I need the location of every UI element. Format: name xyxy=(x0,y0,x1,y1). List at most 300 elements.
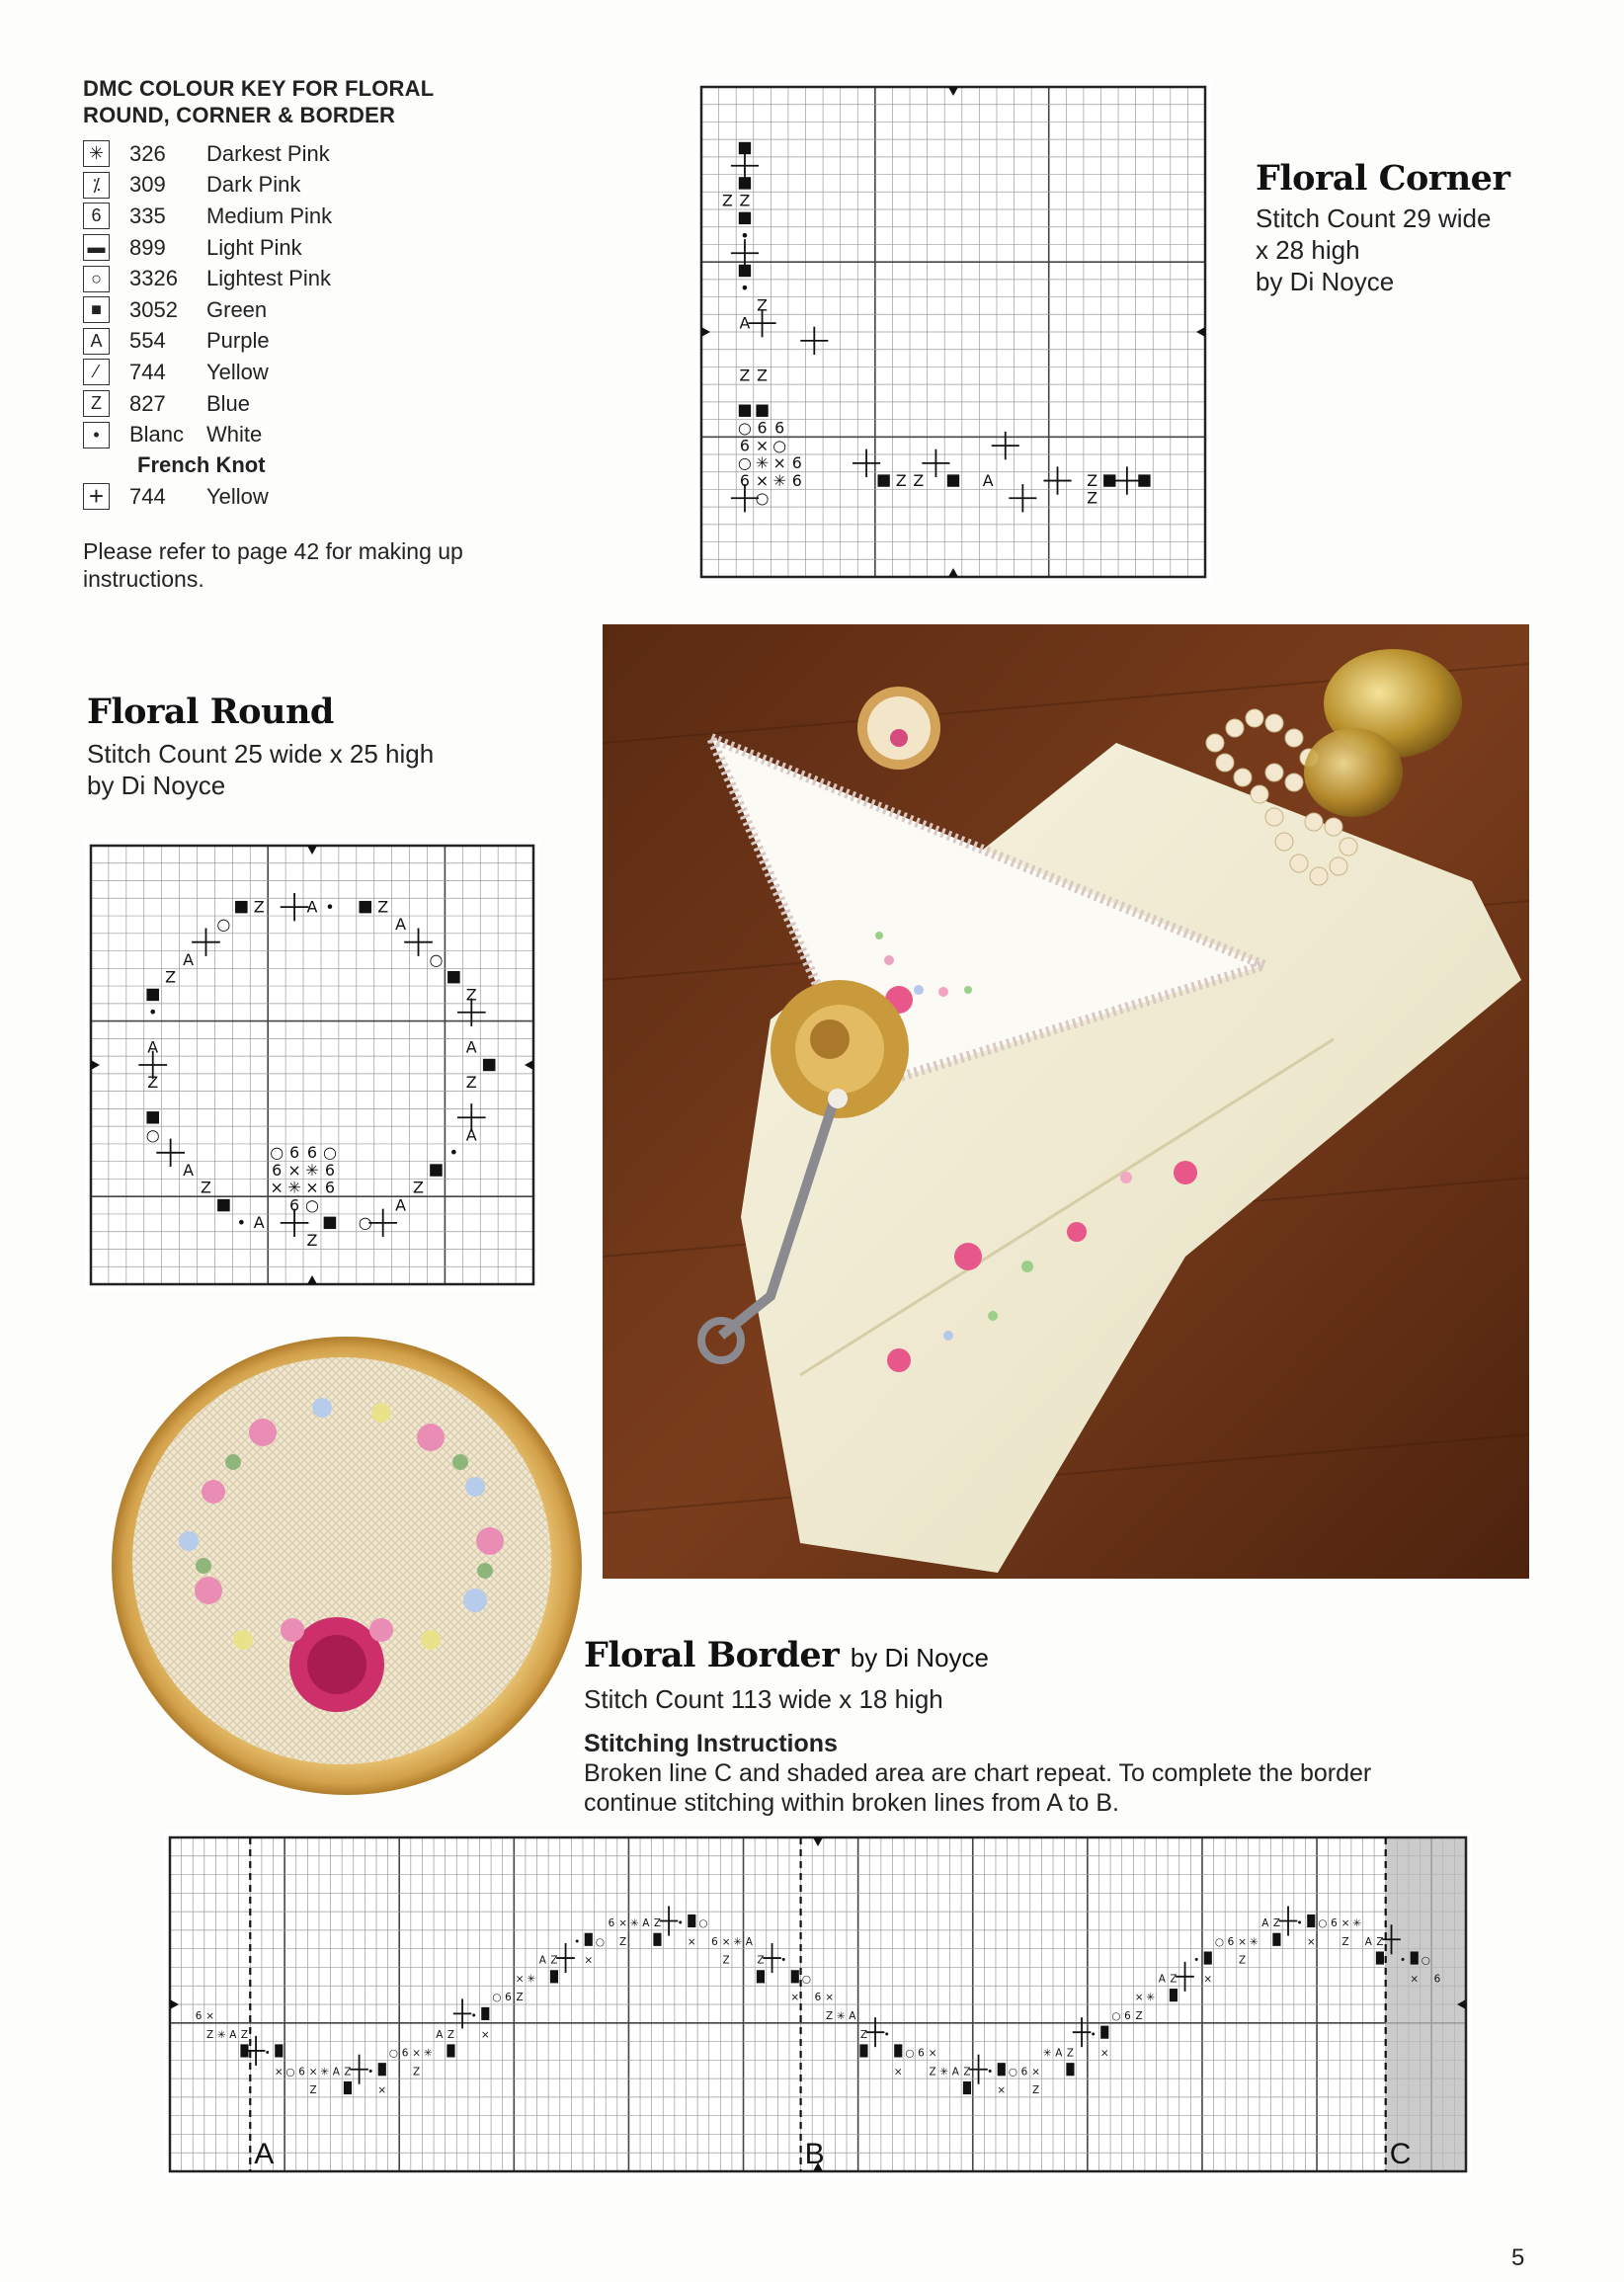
stitch-mark xyxy=(791,1970,799,1983)
key-number: 899 xyxy=(129,234,166,260)
stitch-mark: Z xyxy=(147,1073,159,1093)
key-colour-name: Light Pink xyxy=(206,234,302,260)
stitch-mark: Z xyxy=(929,2066,936,2078)
key-number: 326 xyxy=(129,140,166,166)
stitch-mark: 6 xyxy=(324,1178,336,1197)
broken-line-marker: B xyxy=(804,2138,825,2170)
stitch-mark: 6 xyxy=(401,2047,409,2060)
stitch-mark: 6 xyxy=(1020,2066,1028,2078)
stitch-mark: 6 xyxy=(1227,1935,1235,1948)
stitch-mark xyxy=(688,1915,695,1927)
key-symbol: ⁒ xyxy=(83,172,110,199)
stitch-mark: A xyxy=(253,1213,265,1233)
key-symbol: ✳ xyxy=(83,140,110,167)
key-colour-name: Darkest Pink xyxy=(206,140,330,166)
stitch-mark: × xyxy=(480,2028,490,2041)
stitch-mark: A xyxy=(183,949,195,969)
stitch-mark: Z xyxy=(465,1073,477,1093)
stitch-mark xyxy=(275,2044,283,2057)
floral-round-heading xyxy=(87,692,434,801)
stitch-mark: ○ xyxy=(285,2066,295,2078)
key-number: 827 xyxy=(129,390,166,416)
stitch-mark xyxy=(481,2007,489,2020)
stitch-mark: ○ xyxy=(492,1992,502,2004)
stitch-mark xyxy=(1113,466,1141,494)
stitch-mark xyxy=(453,1998,472,2028)
stitch-mark: • xyxy=(448,1143,459,1163)
stitch-mark: Z xyxy=(306,1230,318,1250)
stitch-mark xyxy=(359,901,371,913)
stitch-mark: ✳ xyxy=(836,2010,846,2023)
stitch-mark: Z xyxy=(201,1178,211,1197)
stitch-mark: × xyxy=(205,2010,215,2023)
stitch-mark: Z xyxy=(963,2066,971,2078)
stitch-mark xyxy=(1009,484,1036,512)
stitch-mark: ○ xyxy=(698,1917,708,1930)
chart-stitch-symbols xyxy=(196,1906,1441,2096)
stitch-mark: Z xyxy=(1066,2047,1075,2060)
stitch-mark xyxy=(156,1139,185,1167)
stitch-mark: ✳ xyxy=(320,2066,330,2078)
stitch-mark: ✳ xyxy=(1352,1917,1362,1930)
stitch-mark: ○ xyxy=(429,949,444,969)
key-number: 3326 xyxy=(129,266,178,291)
stitch-mark: 6 xyxy=(739,470,750,490)
key-row xyxy=(83,294,537,326)
stitch-mark: 6 xyxy=(739,436,750,455)
stitch-mark: • xyxy=(574,1935,581,1948)
key-row xyxy=(83,201,537,232)
stitch-mark: × xyxy=(1134,1992,1144,2004)
stitch-mark: × xyxy=(270,1178,284,1197)
stitch-mark: • xyxy=(1193,1954,1200,1967)
stitch-mark: A xyxy=(147,1037,159,1057)
floral-round-designer: by Di Noyce xyxy=(87,771,226,800)
stitch-mark: Z xyxy=(722,1954,730,1967)
stitch-mark: × xyxy=(274,2066,284,2078)
stitch-mark: 6 xyxy=(505,1992,512,2004)
stitch-mark xyxy=(800,327,828,355)
stitch-mark: Z xyxy=(1170,1973,1177,1986)
making-up-note: Please refer to page 42 for making up instructions. xyxy=(83,538,463,592)
stitch-mark: 6 xyxy=(1124,2010,1131,2023)
floral-corner-heading xyxy=(1256,158,1509,297)
stitch-mark: • xyxy=(987,2066,994,2078)
stitch-mark: ○ xyxy=(388,2047,398,2060)
page-number: 5 xyxy=(1511,2244,1525,2271)
stitch-mark: × xyxy=(1306,1935,1316,1948)
floral-border-designer: by Di Noyce xyxy=(850,1643,989,1672)
key-colour-name: Purple xyxy=(206,328,270,354)
stitch-mark: ✳ xyxy=(527,1973,536,1986)
stitch-mark: ○ xyxy=(738,453,752,473)
stitch-mark xyxy=(859,2044,867,2057)
key-number: Blanc xyxy=(129,422,185,448)
key-symbol: ▬ xyxy=(83,234,110,261)
floral-border-heading xyxy=(584,1635,989,1715)
stitch-mark: Z xyxy=(516,1992,524,2004)
stitch-mark: A xyxy=(739,313,751,333)
stitch-mark: 6 xyxy=(288,1195,300,1215)
key-table xyxy=(83,138,537,513)
stitch-mark xyxy=(894,2044,902,2057)
stitch-mark: Z xyxy=(757,295,768,315)
stitch-mark: × xyxy=(893,2066,903,2078)
stitch-mark: × xyxy=(308,2066,318,2078)
key-colour-name: Blue xyxy=(206,390,251,416)
stitch-mark: × xyxy=(1238,1935,1247,1948)
stitch-mark: × xyxy=(515,1973,525,1986)
stitch-mark xyxy=(756,405,768,417)
pin-photo-image xyxy=(95,1314,589,1808)
floral-corner-stitch-count-1: Stitch Count 29 wide xyxy=(1256,204,1492,233)
stitch-mark xyxy=(368,1209,397,1237)
broken-line-marker: C xyxy=(1389,2138,1412,2170)
stitch-mark xyxy=(1066,2063,1074,2076)
floral-round-pin-photo xyxy=(95,1314,589,1808)
stitch-mark: • xyxy=(148,1003,158,1022)
stitch-mark xyxy=(731,239,759,267)
stitch-mark xyxy=(324,1217,337,1229)
stitch-mark xyxy=(739,212,751,224)
stitch-mark: 6 xyxy=(324,1160,336,1180)
stitch-mark: A xyxy=(1055,2047,1063,2060)
stitch-mark: ✳ xyxy=(939,2066,949,2078)
stitch-mark: ○ xyxy=(358,1213,372,1233)
stitching-instructions-heading: Stitching Instructions xyxy=(584,1730,838,1757)
stitch-mark: 6 xyxy=(757,418,768,438)
stitch-mark xyxy=(1138,474,1150,486)
key-number: 3052 xyxy=(129,296,178,322)
stitch-mark: Z xyxy=(913,470,925,490)
floral-corner-chart xyxy=(695,81,1211,583)
stitch-mark: A xyxy=(465,1037,477,1057)
stitch-mark: Z xyxy=(721,191,733,210)
key-symbol: Z xyxy=(83,390,110,417)
key-number: 335 xyxy=(129,203,166,228)
stitching-instructions-line1: Broken line C and shaded area are chart repeat. To complete the border xyxy=(584,1759,1372,1787)
stitch-mark: ○ xyxy=(216,915,231,935)
product-photo xyxy=(603,624,1529,1579)
stitch-mark: A xyxy=(982,470,994,490)
stitch-mark: × xyxy=(1099,2047,1109,2060)
stitch-mark: 6 xyxy=(272,1160,283,1180)
stitch-mark: Z xyxy=(1087,488,1098,508)
key-row xyxy=(83,232,537,264)
stitch-mark: • xyxy=(325,897,335,917)
stitch-mark: × xyxy=(687,1935,696,1948)
stitch-mark: ○ xyxy=(305,1195,319,1215)
key-row-french-knot xyxy=(83,481,537,513)
key-row xyxy=(83,263,537,294)
stitching-instructions xyxy=(584,1729,1493,1818)
stitch-mark xyxy=(947,474,959,486)
stitch-mark xyxy=(344,2081,352,2094)
stitch-mark: × xyxy=(1203,1973,1213,1986)
floral-round-title: Floral Round xyxy=(87,692,334,732)
key-symbol: • xyxy=(83,422,110,448)
stitch-mark: × xyxy=(287,1160,301,1180)
stitch-mark: ✳ xyxy=(287,1178,301,1197)
stitch-mark: × xyxy=(825,1992,834,2004)
stitch-mark: ○ xyxy=(755,488,770,508)
stitch-mark: ✳ xyxy=(216,2028,226,2041)
stitch-mark: ○ xyxy=(145,1125,160,1145)
stitch-mark: Z xyxy=(1272,1917,1281,1930)
stitch-mark: • xyxy=(367,2066,374,2078)
stitch-mark xyxy=(447,2044,454,2057)
stitch-mark: × xyxy=(584,1954,594,1967)
stitch-mark xyxy=(963,2081,971,2094)
chart-grid-svg xyxy=(164,1832,1472,2177)
stitch-mark: A xyxy=(395,915,407,935)
chart-stitch-symbols xyxy=(722,142,1151,513)
stitch-mark xyxy=(739,405,751,417)
stitch-mark xyxy=(1376,1951,1384,1964)
stitch-mark: A xyxy=(849,2010,856,2023)
stitch-mark: A xyxy=(745,1935,753,1948)
stitch-mark xyxy=(550,1970,558,1983)
stitch-mark xyxy=(1100,2026,1108,2039)
key-row xyxy=(83,357,537,388)
french-knot-heading: French Knot xyxy=(137,452,266,478)
key-colour-name: White xyxy=(206,422,263,448)
chart-gridlines xyxy=(170,1837,1466,2171)
stitch-mark xyxy=(483,1059,496,1071)
stitch-mark: Z xyxy=(377,897,389,917)
stitch-mark: ○ xyxy=(801,1973,811,1986)
stitch-mark: × xyxy=(772,453,786,473)
key-number: 554 xyxy=(129,328,166,354)
key-row xyxy=(83,388,537,420)
key-title-line2: ROUND, CORNER & BORDER xyxy=(83,103,396,127)
key-symbol: ○ xyxy=(83,266,110,292)
stitch-mark: A xyxy=(642,1917,650,1930)
chart-grid-svg xyxy=(695,81,1211,583)
stitch-mark: 6 xyxy=(306,1143,318,1163)
stitch-mark: Z xyxy=(344,2066,352,2078)
stitch-mark xyxy=(1170,1989,1177,2001)
key-symbol: A xyxy=(83,328,110,355)
stitch-mark: Z xyxy=(739,191,751,210)
stitch-mark xyxy=(992,432,1019,459)
floral-round-stitch-count: Stitch Count 25 wide x 25 high xyxy=(87,739,435,769)
stitch-mark: • xyxy=(883,2028,890,2041)
stitch-mark: ○ xyxy=(1421,1954,1430,1967)
stitch-mark: Z xyxy=(1239,1954,1247,1967)
stitch-mark xyxy=(748,309,775,337)
stitch-mark xyxy=(866,2017,885,2047)
stitch-mark: A xyxy=(1261,1917,1269,1930)
stitch-mark: × xyxy=(997,2084,1007,2097)
stitch-mark: Z xyxy=(240,2028,249,2041)
stitch-mark: Z xyxy=(465,985,477,1005)
stitch-mark xyxy=(739,265,751,277)
stitch-mark xyxy=(430,1164,443,1176)
stitch-mark xyxy=(1176,1962,1194,1992)
stitch-mark: ✳ xyxy=(1146,1992,1156,2004)
key-colour-name: Yellow xyxy=(206,483,269,509)
stitch-mark: ✳ xyxy=(772,470,786,490)
stitch-mark xyxy=(556,1943,575,1973)
floral-border-chart xyxy=(164,1832,1472,2177)
stitch-mark: ○ xyxy=(738,418,752,438)
stitch-mark xyxy=(878,474,890,486)
stitch-mark: 6 xyxy=(1331,1917,1338,1930)
stitch-mark: × xyxy=(1340,1917,1350,1930)
stitch-mark: × xyxy=(1410,1973,1420,1986)
key-number: 744 xyxy=(129,359,166,384)
key-number: 744 xyxy=(129,483,166,509)
stitch-mark: 6 xyxy=(918,2047,925,2060)
floral-border-stitch-count: Stitch Count 113 wide x 18 high xyxy=(584,1684,943,1714)
stitch-mark: ✳ xyxy=(733,1935,743,1948)
stitch-mark: ○ xyxy=(1008,2066,1017,2078)
stitch-mark xyxy=(447,971,460,983)
stitch-mark: Z xyxy=(1135,2010,1143,2023)
stitch-mark: 6 xyxy=(608,1917,615,1930)
stitch-mark: 6 xyxy=(711,1935,718,1948)
stitch-mark: ○ xyxy=(595,1935,605,1948)
stitch-mark: ○ xyxy=(1318,1917,1328,1930)
stitch-mark xyxy=(853,449,880,477)
stitch-mark: Z xyxy=(757,366,768,385)
stitch-mark: Z xyxy=(619,1935,627,1948)
stitch-mark xyxy=(1043,466,1071,494)
broken-line-marker: A xyxy=(254,2138,275,2170)
key-colour-name: Lightest Pink xyxy=(206,266,331,291)
stitch-mark: × xyxy=(618,1917,627,1930)
stitch-mark: Z xyxy=(253,897,265,917)
stitch-mark: • xyxy=(740,225,750,245)
stitch-mark xyxy=(217,1199,230,1211)
stitch-mark: A xyxy=(1158,1973,1166,1986)
key-row xyxy=(83,419,537,450)
stitch-mark: 6 xyxy=(195,2010,203,2023)
stitch-mark: A xyxy=(229,2028,237,2041)
stitch-mark: • xyxy=(236,1213,247,1233)
stitch-mark xyxy=(1307,1915,1315,1927)
key-symbol: ⁄ xyxy=(83,359,110,385)
stitch-mark xyxy=(235,901,248,913)
stitch-mark: ○ xyxy=(1214,1935,1224,1948)
stitch-mark xyxy=(763,1943,781,1973)
stitch-mark: ○ xyxy=(1111,2010,1121,2023)
stitch-mark: • xyxy=(740,279,750,298)
key-symbol: 6 xyxy=(83,203,110,229)
stitch-mark: ✳ xyxy=(423,2047,433,2060)
stitch-mark: × xyxy=(755,470,770,490)
stitch-mark: A xyxy=(332,2066,340,2078)
stitch-mark: • xyxy=(1090,2028,1096,2041)
stitch-mark: • xyxy=(470,2010,477,2023)
stitch-mark xyxy=(731,152,759,180)
stitch-mark: Z xyxy=(447,2028,455,2041)
stitch-mark: • xyxy=(677,1917,684,1930)
stitch-mark: • xyxy=(1400,1954,1407,1967)
floral-corner-title: Floral Corner xyxy=(1256,158,1510,199)
stitch-mark xyxy=(1204,1951,1212,1964)
stitch-mark: Z xyxy=(413,1178,424,1197)
stitch-mark: × xyxy=(928,2047,937,2060)
stitch-mark: 6 xyxy=(1433,1973,1441,1986)
stitch-mark xyxy=(146,1111,159,1123)
stitch-mark: ✳ xyxy=(305,1160,319,1180)
stitch-mark xyxy=(653,1933,661,1946)
key-number: 309 xyxy=(129,172,166,198)
stitch-mark xyxy=(281,893,309,921)
floral-border-title: Floral Border xyxy=(584,1635,840,1675)
floral-corner-designer: by Di Noyce xyxy=(1256,267,1395,296)
stitch-mark xyxy=(660,1906,679,1935)
stitch-mark: × xyxy=(412,2047,422,2060)
stitch-mark: • xyxy=(264,2047,271,2060)
stitch-mark: 6 xyxy=(791,453,802,473)
key-colour-name: Dark Pink xyxy=(206,172,301,198)
stitch-mark: A xyxy=(465,1125,477,1145)
stitch-mark: × xyxy=(790,1992,800,2004)
stitch-mark xyxy=(1272,1933,1280,1946)
stitch-mark: Z xyxy=(1341,1935,1349,1948)
stitch-mark: • xyxy=(1296,1917,1303,1930)
stitch-mark xyxy=(146,989,159,1001)
stitch-mark: ○ xyxy=(270,1143,284,1163)
stitch-mark xyxy=(922,449,949,477)
key-row xyxy=(83,170,537,202)
stitch-mark: Z xyxy=(309,2084,317,2097)
floral-round-chart xyxy=(85,840,539,1290)
stitch-mark: ✳ xyxy=(1249,1935,1259,1948)
stitch-mark: A xyxy=(395,1195,407,1215)
stitch-mark: Z xyxy=(1376,1935,1384,1948)
stitch-mark xyxy=(585,1933,593,1946)
stitch-mark: A xyxy=(436,2028,444,2041)
stitch-mark xyxy=(1279,1906,1298,1935)
stitch-mark: ✳ xyxy=(1042,2047,1052,2060)
floral-corner-stitch-count-2: x 28 high xyxy=(1256,235,1360,265)
stitch-mark: 6 xyxy=(774,418,785,438)
stitch-mark: Z xyxy=(1032,2084,1040,2097)
stitch-mark: Z xyxy=(1087,470,1098,490)
stitch-mark: × xyxy=(1031,2066,1040,2078)
key-title-line1: DMC COLOUR KEY FOR FLORAL xyxy=(83,76,435,101)
stitch-mark xyxy=(457,999,486,1026)
stitch-mark xyxy=(739,177,751,189)
stitch-mark: × xyxy=(305,1178,319,1197)
stitch-mark: Z xyxy=(826,2010,834,2023)
key-colour-name: Medium Pink xyxy=(206,203,333,228)
stitch-mark: ○ xyxy=(322,1143,337,1163)
stitch-mark: Z xyxy=(206,2028,214,2041)
key-row xyxy=(83,326,537,358)
chart-grid-svg xyxy=(85,840,539,1290)
stitch-mark xyxy=(378,2063,386,2076)
stitch-mark: × xyxy=(721,1935,731,1948)
stitch-mark: Z xyxy=(165,967,177,987)
stitch-mark: Z xyxy=(413,2066,421,2078)
stitch-mark xyxy=(998,2063,1006,2076)
key-symbol: + xyxy=(83,483,110,510)
stitch-mark: 6 xyxy=(288,1143,300,1163)
stitch-mark: • xyxy=(780,1954,787,1967)
stitch-mark: 6 xyxy=(298,2066,305,2078)
stitch-mark: × xyxy=(377,2084,387,2097)
stitch-mark: Z xyxy=(859,2028,868,2041)
stitch-mark: × xyxy=(755,436,770,455)
stitch-mark: A xyxy=(538,1954,546,1967)
stitch-mark: Z xyxy=(550,1954,558,1967)
stitch-mark xyxy=(350,2055,368,2084)
